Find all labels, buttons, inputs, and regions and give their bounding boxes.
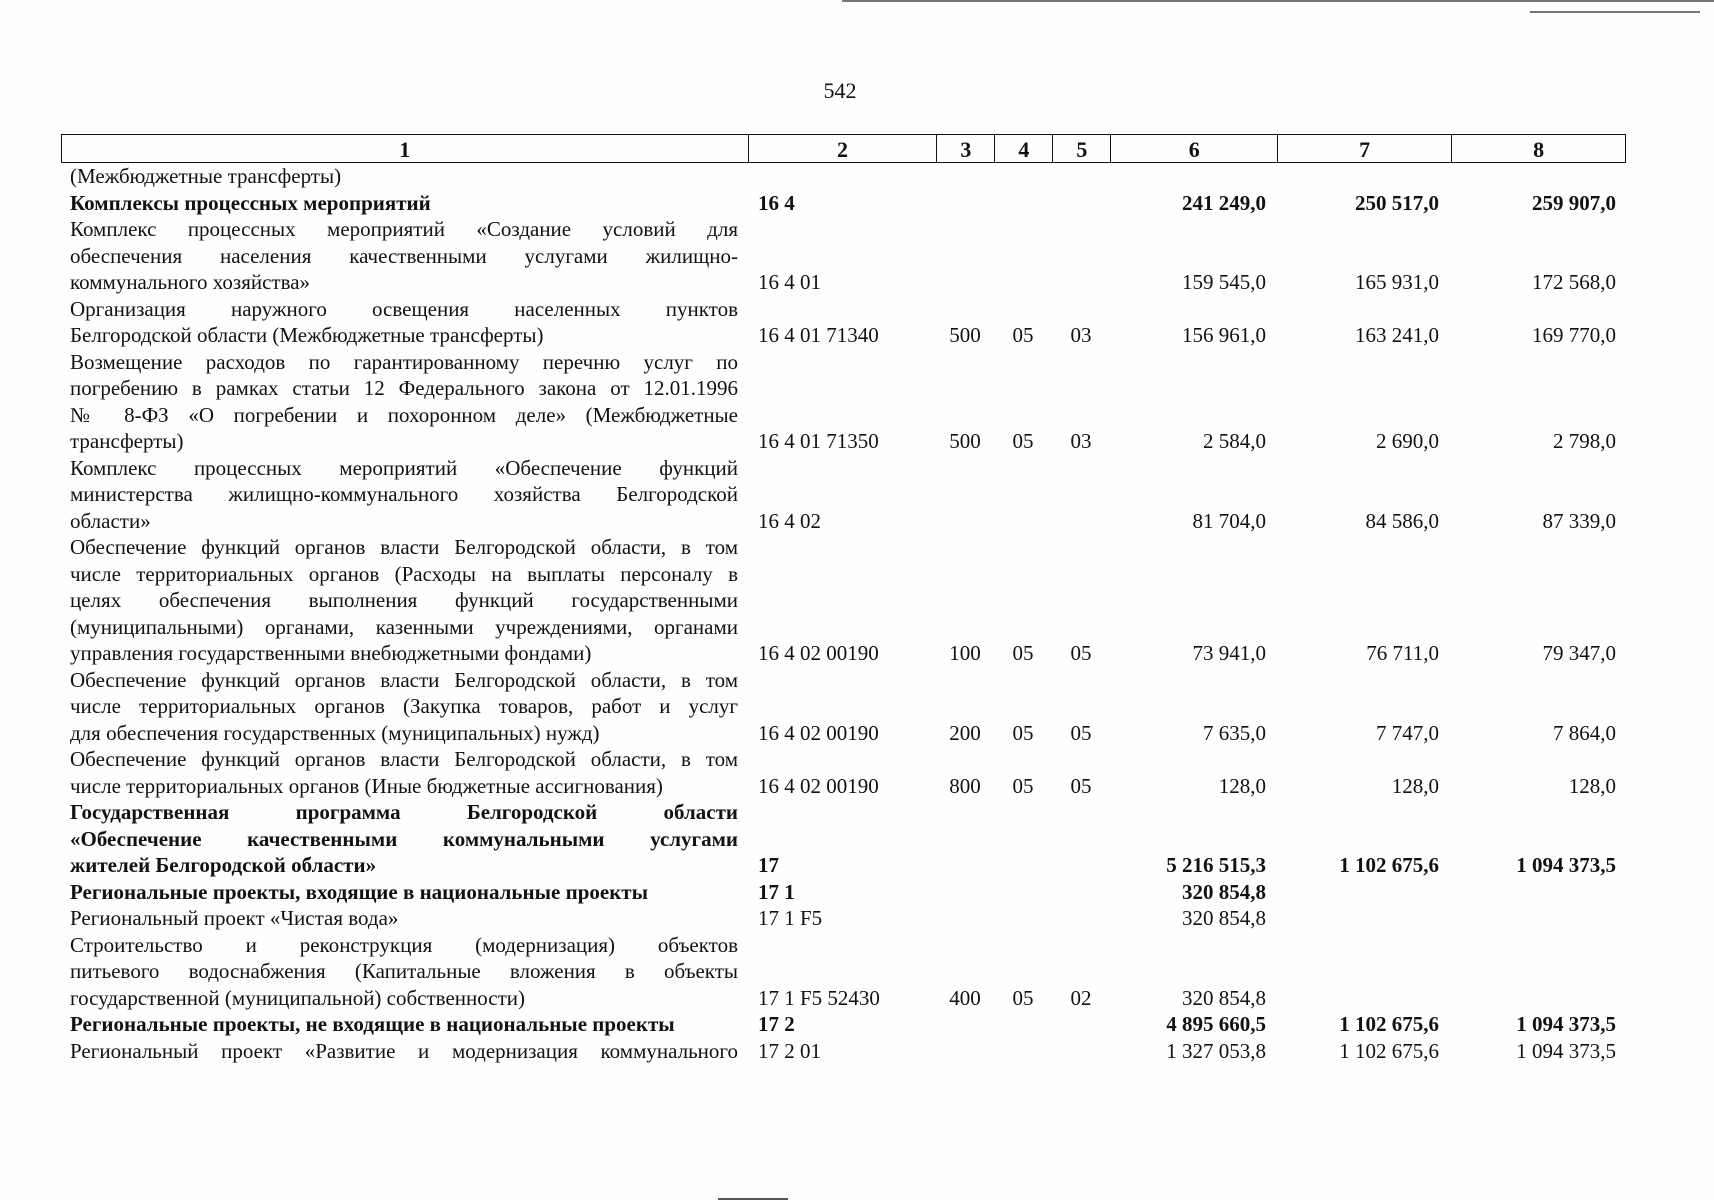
description-line: числе территориальных органов (Закупка товаров, работ и услуг: [70, 694, 738, 718]
row-code: 16 4 02 00190: [758, 773, 879, 798]
table-row: [0, 190, 1714, 217]
table-row: [0, 1011, 1714, 1038]
row-col-7: 7 747,0: [1376, 720, 1439, 745]
description-line: Региональный проект «Чистая вода»: [70, 906, 399, 930]
row-code: 16 4 01 71340: [758, 323, 879, 347]
description-line: управления государственными внебюджетными фондами): [70, 641, 592, 665]
description-line: трансферты): [70, 429, 184, 453]
row-col-5: 03: [1070, 429, 1092, 453]
table-row: [0, 879, 1714, 906]
description-line: (Межбюджетные трансферты): [70, 164, 342, 188]
row-col-6: 128,0: [1218, 773, 1266, 798]
row-code: 17 1 F5 52430: [758, 985, 880, 1010]
description-line: Региональный проект «Развитие и модернизация коммунального: [70, 1038, 738, 1063]
row-code: 17: [758, 853, 779, 877]
row-col-7: 1 102 675,6: [1339, 1012, 1439, 1036]
description-line: для обеспечения государственных (муниципальных) нужд): [70, 720, 600, 745]
row-col-7: 84 586,0: [1365, 508, 1439, 533]
row-code: 16 4 01: [758, 270, 821, 294]
description-line: министерства жилищно-коммунального хозяйства Белгородской: [70, 482, 738, 506]
description-line: области»: [70, 508, 151, 533]
row-col-6: 81 704,0: [1192, 508, 1266, 533]
table-row: [0, 1038, 1714, 1065]
row-description: [70, 296, 738, 349]
row-col-3: 500: [949, 429, 981, 453]
row-code: 17 2 01: [758, 1038, 821, 1063]
scan-edge-line: [842, 0, 1714, 2]
row-col-8: 259 907,0: [1532, 190, 1616, 215]
page-number: 542: [823, 78, 857, 103]
row-col-8: 7 864,0: [1553, 720, 1616, 745]
row-col-6: 7 635,0: [1203, 720, 1266, 745]
row-col-8: 169 770,0: [1532, 323, 1616, 347]
row-col-6: 2 584,0: [1203, 429, 1266, 453]
row-col-7: 76 711,0: [1366, 641, 1439, 665]
row-col-7: 163 241,0: [1355, 323, 1439, 347]
description-line: Региональные проекты, не входящие в национальные проекты: [70, 1012, 675, 1036]
row-col-7: 1 102 675,6: [1339, 1038, 1439, 1063]
table-row: [0, 667, 1714, 747]
row-code: 17 1: [758, 879, 795, 904]
row-col-7: 1 102 675,6: [1339, 853, 1439, 877]
row-description: [70, 799, 738, 879]
row-col-6: 320 854,8: [1182, 879, 1266, 904]
row-code: 17 1 F5: [758, 906, 823, 930]
row-col-8: 1 094 373,5: [1516, 1038, 1616, 1063]
table-row: [0, 455, 1714, 535]
row-col-6: 73 941,0: [1192, 641, 1266, 665]
row-description: [70, 534, 738, 667]
description-line: Белгородской области (Межбюджетные трансферты): [70, 323, 544, 347]
row-col-6: 156 961,0: [1182, 323, 1266, 347]
description-line: Обеспечение функций органов власти Белгородской области, в том: [70, 535, 738, 559]
description-line: Возмещение расходов по гарантированному перечню услуг по: [70, 349, 738, 374]
description-line: Региональные проекты, входящие в национальные проекты: [70, 879, 649, 904]
table-body: [0, 163, 1714, 1064]
row-col-4: 05: [1012, 641, 1034, 665]
row-description: [70, 163, 738, 190]
header-col-4: 4: [995, 135, 1053, 162]
row-col-6: 5 216 515,3: [1166, 853, 1266, 877]
row-code: 17 2: [758, 1012, 795, 1036]
row-col-8: 1 094 373,5: [1516, 853, 1616, 877]
row-col-5: 05: [1070, 720, 1092, 745]
row-code: 16 4: [758, 190, 795, 215]
table-row: [0, 799, 1714, 879]
row-col-7: 165 931,0: [1355, 270, 1439, 294]
row-col-3: 200: [949, 720, 981, 745]
table-row: [0, 296, 1714, 349]
description-line: «Обеспечение качественными коммунальными услугами: [70, 826, 738, 851]
table-row: [0, 746, 1714, 799]
row-code: 16 4 02 00190: [758, 720, 879, 745]
description-line: № 8-ФЗ «О погребении и похоронном деле» (Межбюджетные: [70, 402, 738, 427]
row-col-8: 2 798,0: [1553, 429, 1616, 453]
row-col-6: 159 545,0: [1182, 270, 1266, 294]
description-line: числе территориальных органов (Иные бюджетные ассигнования): [70, 773, 663, 798]
row-col-4: 05: [1012, 985, 1034, 1010]
table-row: [0, 163, 1714, 190]
table-header: [61, 134, 1626, 163]
header-col-1: 1: [62, 135, 749, 162]
row-description: [70, 879, 738, 906]
table-row: [0, 932, 1714, 1012]
row-code: 16 4 02: [758, 508, 821, 533]
row-description: [70, 746, 738, 799]
header-col-8: 8: [1452, 135, 1626, 162]
row-col-6: 241 249,0: [1182, 190, 1266, 215]
description-line: погребению в рамках статьи 12 Федерального закона от 12.01.1996: [70, 376, 738, 400]
row-description: [70, 349, 738, 455]
row-col-4: 05: [1012, 773, 1034, 798]
description-line: Комплексы процессных мероприятий: [70, 190, 431, 215]
row-col-7: 128,0: [1391, 773, 1439, 798]
row-code: 16 4 01 71350: [758, 429, 879, 453]
row-col-8: 1 094 373,5: [1516, 1012, 1616, 1036]
row-col-3: 100: [949, 641, 981, 665]
description-line: (муниципальными) органами, казенными учреждениями, органами: [70, 614, 738, 639]
description-line: числе территориальных органов (Расходы на выплаты персоналу в: [70, 561, 738, 586]
description-line: Комплекс процессных мероприятий «Создание условий для: [70, 217, 738, 241]
row-col-5: 05: [1070, 641, 1092, 665]
row-description: [70, 667, 738, 747]
row-col-5: 05: [1070, 773, 1092, 798]
description-line: Строительство и реконструкция (модернизация) объектов: [70, 932, 738, 957]
description-line: жителей Белгородской области»: [70, 853, 377, 877]
row-col-5: 03: [1070, 323, 1092, 347]
row-description: [70, 216, 738, 296]
description-line: Обеспечение функций органов власти Белгородской области, в том: [70, 667, 738, 692]
header-col-6: 6: [1111, 135, 1278, 162]
row-col-3: 500: [949, 323, 981, 347]
row-col-4: 05: [1012, 323, 1034, 347]
row-col-3: 800: [949, 773, 981, 798]
row-code: 16 4 02 00190: [758, 641, 879, 665]
row-col-8: 172 568,0: [1532, 270, 1616, 294]
header-col-5: 5: [1053, 135, 1111, 162]
row-description: [70, 1011, 738, 1038]
row-col-6: 320 854,8: [1182, 906, 1266, 930]
row-description: [70, 932, 738, 1012]
row-col-4: 05: [1012, 429, 1034, 453]
header-col-7: 7: [1278, 135, 1452, 162]
description-line: Комплекс процессных мероприятий «Обеспечение функций: [70, 455, 738, 480]
row-col-7: 2 690,0: [1376, 429, 1439, 453]
table-row: [0, 905, 1714, 932]
header-col-3: 3: [937, 135, 995, 162]
table-row: [0, 349, 1714, 455]
row-col-6: 1 327 053,8: [1166, 1038, 1266, 1063]
description-line: Государственная программа Белгородской области: [70, 800, 738, 824]
description-line: Организация наружного освещения населенных пунктов: [70, 296, 738, 321]
description-line: питьевого водоснабжения (Капитальные вложения в объекты: [70, 959, 738, 983]
description-line: коммунального хозяйства»: [70, 270, 311, 294]
description-line: обеспечения населения качественными услугами жилищно-: [70, 243, 738, 268]
description-line: целях обеспечения выполнения функций государственными: [70, 588, 738, 612]
row-description: [70, 1038, 738, 1065]
row-col-7: 250 517,0: [1355, 190, 1439, 215]
row-col-8: 128,0: [1568, 773, 1616, 798]
header-col-2: 2: [749, 135, 938, 162]
description-line: Обеспечение функций органов власти Белгородской области, в том: [70, 747, 738, 771]
row-col-8: 87 339,0: [1542, 508, 1616, 533]
row-col-5: 02: [1070, 985, 1092, 1010]
row-col-3: 400: [949, 985, 981, 1010]
description-line: государственной (муниципальной) собственности): [70, 985, 526, 1010]
row-description: [70, 455, 738, 535]
row-col-6: 4 895 660,5: [1166, 1012, 1266, 1036]
row-description: [70, 190, 738, 217]
row-col-6: 320 854,8: [1182, 985, 1266, 1010]
row-col-4: 05: [1012, 720, 1034, 745]
row-description: [70, 905, 738, 932]
table-row: [0, 534, 1714, 667]
row-col-8: 79 347,0: [1542, 641, 1616, 665]
table-row: [0, 216, 1714, 296]
scan-edge-line-right: [1530, 11, 1700, 13]
